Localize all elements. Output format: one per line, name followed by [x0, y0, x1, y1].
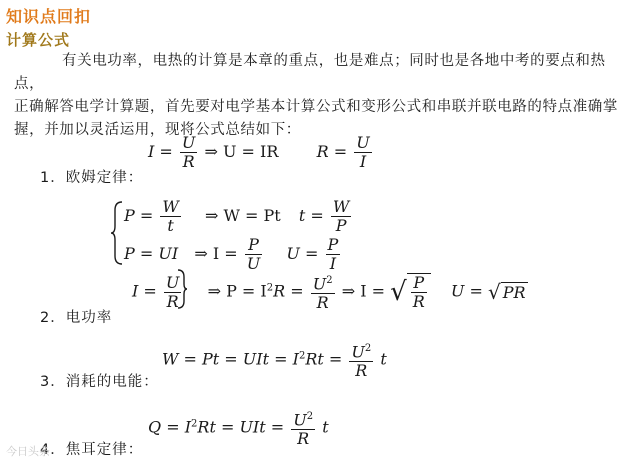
intro-line-3: 握，并加以灵活运用，现将公式总结如下：: [14, 122, 301, 138]
energy-label: 3．消耗的电能：: [40, 374, 159, 390]
joule-formula: $Q = I^2Rt$ = UIt = $\frac{U^2}{R}$ t: [148, 408, 329, 448]
ohm-law-label: 1．欧姆定律：: [40, 170, 144, 186]
power-formula-1: P = $\frac{W}{t}$ ⇒ W = Pt t = $\frac{W}{P}$: [124, 197, 350, 235]
power-formula-2: P = UI ⇒ I = $\frac{P}{U}$ U = $\frac{P}{I}$: [124, 235, 339, 273]
joule-label: 4．焦耳定律：: [40, 442, 144, 458]
left-brace-icon: [110, 200, 124, 266]
intro-paragraph: [14, 50, 622, 142]
power-label: 2．电功率: [40, 310, 113, 326]
watermark: 今日头条: [6, 445, 50, 458]
intro-line-2: 正确解答电学计算题，首先要对电学基本计算公式和变形公式和串联并联电路的特点准确掌: [14, 99, 618, 115]
power-formula-3: I = $\frac{U}{R}$ ⇒ $P = I^2R$ = $\frac{U^2}{R}$ ⇒ I = √ $\frac{P}{R}$ U = √ PR: [132, 272, 526, 313]
section-title: 知识点回扣: [6, 7, 92, 26]
ohm-law-formula: I = $\frac{U}{R}$ ⇒ U = IR R = $\frac{U}{I}$: [148, 133, 370, 171]
section-subtitle: 计算公式: [6, 31, 71, 49]
sqrt-icon: √ $\frac{P}{R}$: [390, 273, 431, 311]
sqrt-icon: √ PR: [488, 280, 526, 305]
intro-line-1: 有关电功率，电热的计算是本章的重点，也是难点；同时也是各地中考的要点和热点，: [14, 53, 606, 92]
energy-formula: W = Pt = UIt = $I^2Rt$ = $\frac{U^2}{R}$ t: [162, 340, 387, 380]
